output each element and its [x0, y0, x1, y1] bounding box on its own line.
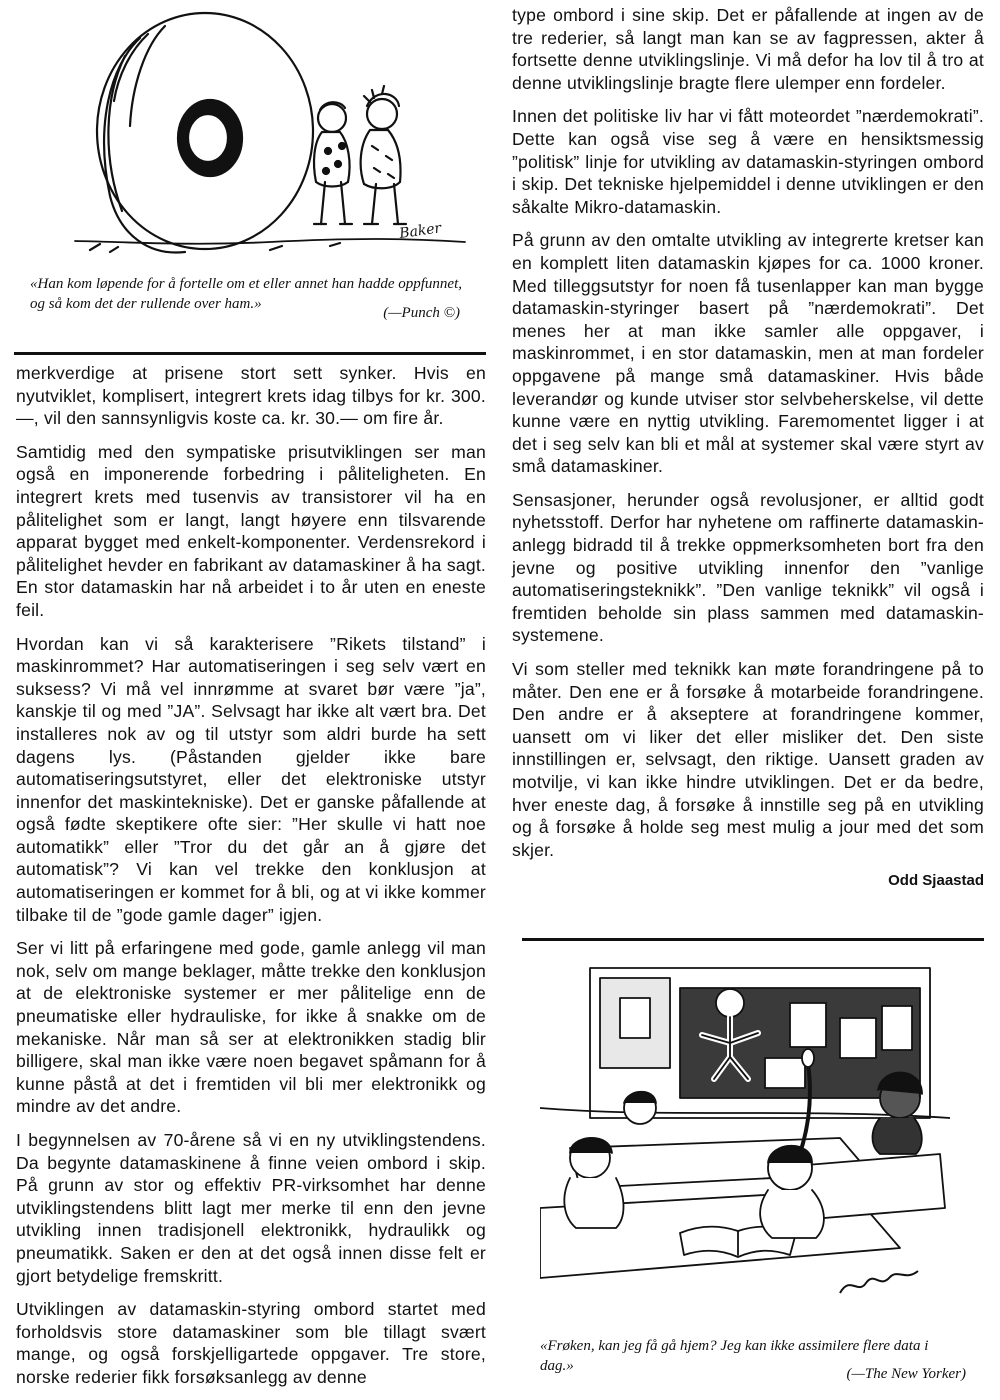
divider-right [522, 938, 984, 941]
paragraph: merkverdige at prisene stort sett synker. Hvis en nyutviklet, komplisert, integrert krets idag tilbys for kr. 300.—, vil den sannsynligvis koste ca. kr. 30.— om fire år. [16, 363, 486, 429]
paragraph: På grunn av den omtalte utvikling av integrerte kretser kan en komplett liten datamaskin kjøpes for ca. 1000 kroner. Med tilleggsutstyr for noen få tusenlapper kan man bygge datamaskin-styringer basert på ”nærdemokrati”. Det menes her at man ikke samler alle oppgaver, i maskinrommet, i en stor datamaskin, men at man fordeler oppgavene på mange små datamaskiner. Hvis både leverandør og kunde utviser stor selvbeherskelse, vil dette kunne være en nyttig utvikling. Faremomentet ligger i at det i seg selv kan bli et mål at systemer skal være styrt av små datamaskiner. [512, 230, 984, 477]
paragraph: Vi som steller med teknikk kan møte forandringene på to måter. Den ene er å forsøke å motarbeide forandringene. Den andre er å akseptere at forandringene kommer, uansett om vi liker det eller misliker det. Den siste innstillingen er, selvsagt, den riktige. Uansett graden av motvilje, vi kan ikke hindre utviklingen. Det er da bedre, hver eneste dag, å forsøke å innstille seg på en utvikling og å forsøke å holde seg mest mulig a jour med det som skjer. [512, 659, 984, 860]
paragraph: Hvordan kan vi så karakterisere ”Rikets tilstand” i maskinrommet? Har automatiseringen i seg selv vært en suksess? Vi må vel innrømme at svaret bør være ”ja”, kanskje til og med ”JA”. Selvsagt har ikke alt vært bra. Det installeres nok av og til utstyr som aldri burde ha sett dagens lys. (Påstanden gjelder ikke bare automatiseringsutstyret, eller det elektroniske utstyr innenfor det maskintekniske). Det er ganske påfallende at også fødte skeptikere ofte sier: ”Her skulle vi hatt noe automatikk” eller ”Tror du det går an å gjøre det automatisk”? Vi kan vel trekke den konklusjon at automatiseringen er kommet for å bli, og at vi ikke kommer tilbake til de ”gode gamle dager” igjen. [16, 633, 486, 925]
left-column [16, 362, 486, 1400]
paragraph: Ser vi litt på erfaringene med gode, gamle anlegg vil man nok, selv om mange beklager, måtte trekke den konklusjon at de elektroniske systemer er mer pålitelige enn de pneumatiske eller hydrauliske, for ikke å snakke om de mekaniske. Når man så ser at elektronikken stadig blir billigere, skal man ikke være noen begavet spåmann for å kunne påstå at det i fremtiden vil bli mer elektronikk og mindre av det andre. [16, 938, 486, 1117]
paragraph: Samtidig med den sympatiske prisutviklingen ser man også en imponerende forbedring i påliteligheten. En integrert krets med tusenvis av transistorer vil ha en pålitelighet som er langt, langt høyere enn tilsvarende apparat bygget med enkelt-komponenter. Verdensrekord i pålitelighet hevder en fabrikant av datamaskiner å ha sagt. En stor datamaskin har nå arbeidet i to år uten en eneste feil. [16, 441, 486, 620]
right-column [512, 4, 984, 889]
paragraph: Utviklingen av datamaskin-styring ombord startet med forholdsvis store datamaskiner som ble tillagt svært mange, og også forskjelligartede oppgaver. Tre store, norske rederier fikk forsøksanlegg av denne [16, 1299, 486, 1387]
cartoon-top-credit: (—Punch ©) [383, 305, 460, 321]
cartoon-bottom-caption: «Frøken, kan jeg få gå hjem? Jeg kan ikke assimilere flere data i dag.» [540, 1338, 929, 1374]
cartoon-signature-scribble [840, 1271, 918, 1293]
cartoon-top-caption: «Han kom løpende for å fortelle om et eller annet han hadde oppfunnet, og så kom det der rullende over ham.» [30, 276, 463, 312]
paragraph: type ombord i sine skip. Det er påfallende at ingen av de tre rederier, så langt man kan se av fagpressen, akter å fortsette denne utviklingslinje. Vi må defor ha lov til å tro at denne utviklingslinje bragte flere ulemper enn fordeler. [512, 5, 984, 93]
cartoon-bottom-credit: (—The New Yorker) [846, 1366, 966, 1382]
divider-top-left [14, 352, 486, 355]
paragraph: Innen det politiske liv har vi fått moteordet ”nærdemokrati”. Dette kan også vise seg å være en hensiktsmessig ”politisk” linje for utvikling av datamaskin-styringen ombord i skip. Det tekniske hjelpemiddel i denne utviklingen er den såkalte Mikro-datamaskin. [512, 106, 984, 217]
paragraph: I begynnelsen av 70-årene så vi en ny utviklingstendens. Da begynte datamaskinene å finne veien ombord i skip. På grunn av stor og effektiv PR-virksomhet har denne utviklingstendens blitt lagt mer merke til enn den jevne utvikling innen tradisjonell elektronikk, hydraulikk og pneumatikk. Saken er den at det også innen disse felt er gjort betydelige fremskritt. [16, 1130, 486, 1286]
paragraph: Sensasjoner, herunder også revolusjoner, er alltid godt nyhetsstoff. Derfor har nyhetene om raffinerte datamaskin-anlegg bidradd til å trekke oppmerksomheten bort fra den jevne og positive utvikling innenfor den ”vanlige automatiseringsteknikk”. ”Den vanlige teknikk” vil også i fremtiden beholde sin plass sammen med datamaskin-systemene. [512, 489, 984, 646]
cartoon-wheel-illustration [70, 6, 470, 268]
author-name: Odd Sjaastad [888, 872, 984, 890]
cartoon-classroom-illustration [540, 958, 950, 1328]
cartoon-signature: Baker [398, 220, 443, 242]
